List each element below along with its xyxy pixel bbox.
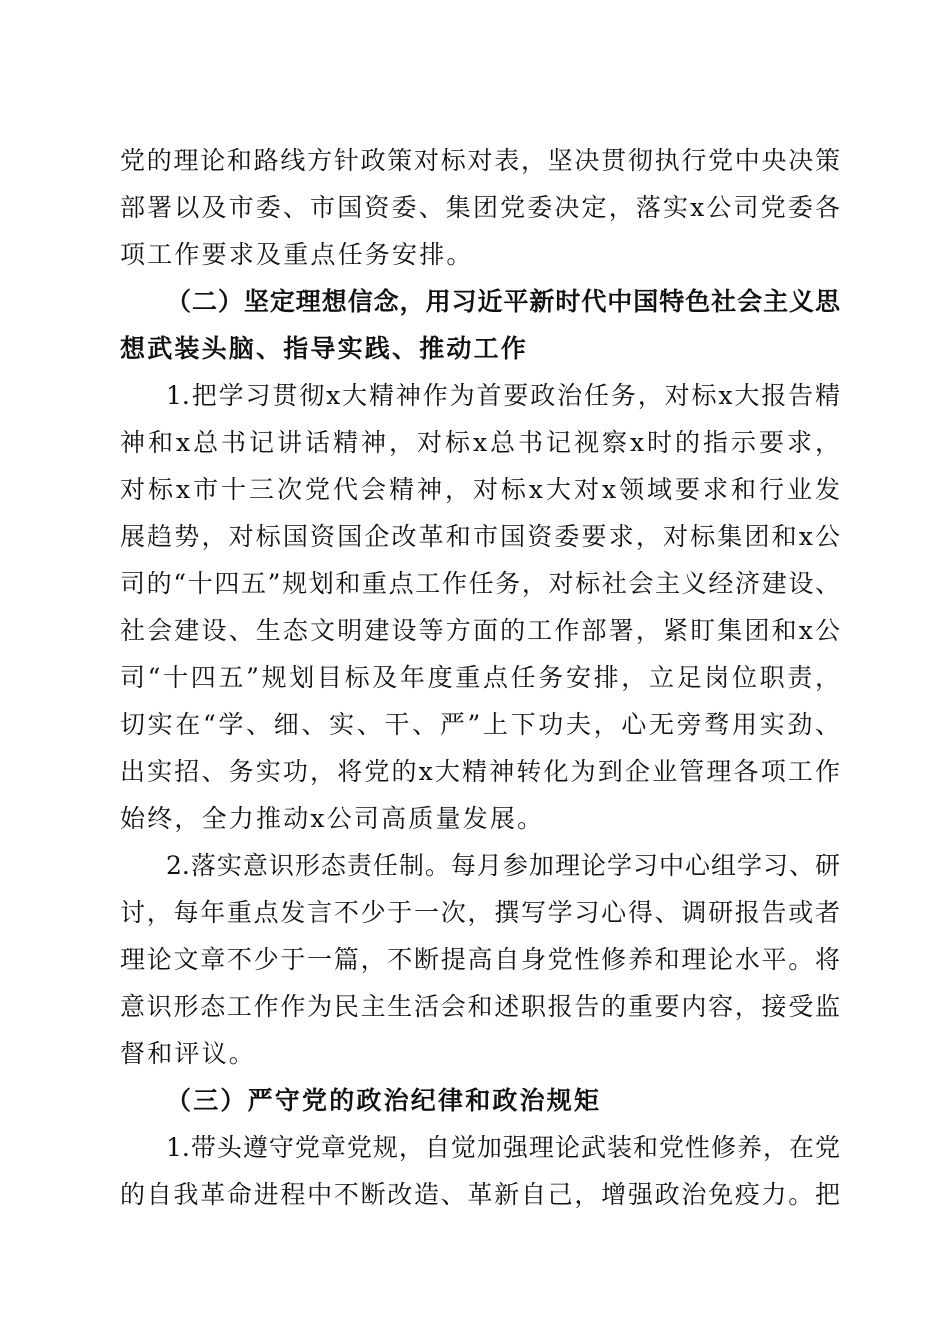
section-heading-3: （三）严守党的政治纪律和政治规矩 [166, 1086, 602, 1115]
text-line: 项工作要求及重点任务安排。 [120, 240, 474, 269]
text-line: 展趋势，对标国资国企改革和市国资委要求，对标集团和x公 [120, 522, 840, 551]
text-line: 出实招、务实功，将党的x大精神转化为到企业管理各项工作 [120, 757, 840, 786]
text-line: 党的理论和路线方针政策对标对表，坚决贯彻执行党中央决策 [120, 146, 840, 175]
text-line: 部署以及市委、市国资委、集团党委决定，落实x公司党委各 [120, 193, 840, 222]
text-line: 督和评议。 [120, 1039, 257, 1068]
text-line: 1.把学习贯彻x大精神作为首要政治任务，对标x大报告精 [166, 381, 840, 410]
text-line: 始终，全力推动x公司高质量发展。 [120, 804, 545, 833]
text-line: 对标x市十三次党代会精神，对标x大对x领域要求和行业发 [120, 475, 840, 504]
section-heading-2: （二）坚定理想信念，用习近平新时代中国特色社会主义思 [166, 287, 840, 316]
text-line: 的自我革命进程中不断改造、革新自己，增强政治免疫力。把 [120, 1180, 840, 1209]
text-line: 2.落实意识形态责任制。每月参加理论学习中心组学习、研 [166, 851, 840, 880]
section-heading-2-cont: 想武装头脑、指导实践、推动工作 [120, 334, 529, 363]
text-line: 司“十四五”规划目标及年度重点任务安排，立足岗位职责， [120, 663, 840, 692]
text-line: 讨，每年重点发言不少于一次，撰写学习心得、调研报告或者 [120, 898, 840, 927]
text-line: 理论文章不少于一篇，不断提高自身党性修养和理论水平。将 [120, 945, 840, 974]
text-line: 司的“十四五”规划和重点工作任务，对标社会主义经济建设、 [120, 569, 840, 598]
text-line: 神和x总书记讲话精神，对标x总书记视察x时的指示要求， [120, 428, 840, 457]
text-line: 1.带头遵守党章党规，自觉加强理论武装和党性修养，在党 [166, 1133, 840, 1162]
text-line: 社会建设、生态文明建设等方面的工作部署，紧盯集团和x公 [120, 616, 840, 645]
text-line: 意识形态工作作为民主生活会和述职报告的重要内容，接受监 [120, 992, 840, 1021]
text-line: 切实在“学、细、实、干、严”上下功夫，心无旁骛用实劲、 [120, 710, 840, 739]
